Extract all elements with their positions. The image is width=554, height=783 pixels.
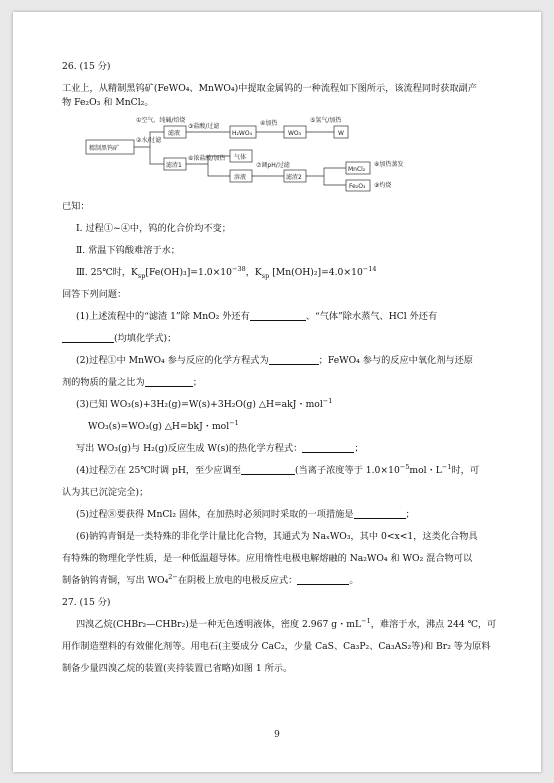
known-item-1: Ⅰ. 过程①~④中，钨的化合价均不变； xyxy=(76,223,231,234)
question-26-header: 26. (15 分) xyxy=(62,61,111,72)
flow-label-step8: ⑧加热蒸发 xyxy=(374,161,404,168)
flow-box-fe2o3: Fe₂O₃ xyxy=(349,183,366,190)
flow-box-residue2: 滤渣2 xyxy=(286,174,302,181)
known-item-2: Ⅱ. 常温下钨酸难溶于水； xyxy=(76,245,180,256)
answer-blank[interactable] xyxy=(269,354,319,365)
part-6-line1: (6)钠钨青铜是一类特殊的非化学计量比化合物，其通式为 NaₓWO₃，其中 0<x<1，这类化合物具 xyxy=(76,531,478,542)
answer-prompt: 回答下列问题： xyxy=(62,289,127,300)
part-1-line1: (1)上述流程中的“滤渣 1”除 MnO₂ 外还有 、“气体”除水蒸气、HCl 外还有 xyxy=(76,311,438,322)
question-27-header: 27. (15 分) xyxy=(62,597,111,608)
part-1-line2: (均填化学式)； xyxy=(62,332,508,346)
known-label: 已知： xyxy=(62,201,90,212)
q27-line2: 用作制造塑料的有效催化剂等。用电石(主要成分 CaC₂，少量 CaS、Ca₃P₂、Ca₃AS₂等)和 Br₂ 等为原料 xyxy=(62,641,491,652)
flow-label-step3: ③盐酸/过滤 xyxy=(188,123,220,130)
part-3-line3: 写出 WO₃(g)与 H₂(g)反应生成 W(s)的热化学方程式： ； xyxy=(76,443,364,454)
flow-box-h2wo4: H₂WO₄ xyxy=(232,130,252,137)
flow-box-gas: 气体 xyxy=(234,154,247,161)
answer-blank[interactable] xyxy=(250,310,306,321)
process-flow-diagram xyxy=(84,114,504,192)
flow-label-step7: ⑦调pH/过滤 xyxy=(256,162,290,169)
part-5-line: (5)过程⑧要获得 MnCl₂ 固体，在加热时必须同时采取的一项措施是 ； xyxy=(76,509,415,520)
flow-box-wo3: WO₃ xyxy=(288,130,302,137)
answer-blank[interactable] xyxy=(241,464,295,475)
answer-blank[interactable] xyxy=(145,376,193,387)
part-2-line2: 剂的物质的量之比为 ； xyxy=(62,377,202,388)
q27-line1: 四溴乙烷(CHBr₂—CHBr₂)是一种无色透明液体，密度 2.967 g・$mL^{-1}$，难溶于水，沸点 244 ℃，可 xyxy=(76,616,497,630)
flow-label-step6: ⑥浓盐酸/加热 xyxy=(188,155,226,162)
q27-line3: 制备少量四溴乙烷的装置(夹持装置已省略)如图 1 所示。 xyxy=(62,663,293,674)
answer-blank[interactable] xyxy=(297,574,349,585)
q26-intro-line1: 工业上，从精制黑钨矿(FeWO₄、MnWO₄)中提取金属钨的一种流程如下图所示，该流程同时获取副产 xyxy=(62,83,478,94)
flow-box-residue1: 滤渣1 xyxy=(166,162,182,169)
flow-box-w: W xyxy=(338,130,344,137)
flow-label-step12b: ②水/过滤 xyxy=(136,137,162,144)
part-2-line1: (2)过程①中 MnWO₄ 参与反应的化学方程式为 ；FeWO₄ 参与的反应中氧化剂与还原 xyxy=(76,355,473,366)
flow-label-step12: ①空气、纯碱/焙烧 xyxy=(136,117,186,124)
answer-blank[interactable] xyxy=(354,508,406,519)
answer-blank[interactable] xyxy=(62,332,114,343)
known-item-3: Ⅲ. 25℃时，$K_{sp}[Fe(OH)_3]=1.0\times 10^{-38}$，$K_{sp}$ $[Mn(OH)_2]=4.0\times 10^{-14}$ xyxy=(76,264,377,280)
answer-blank[interactable] xyxy=(302,442,354,453)
part-4-line1: (4)过程⑦在 25℃时调 pH，至少应调至 (当离子浓度等于 $1.0\times 10^{-5}mol$・$L^{-1}$时，可 xyxy=(76,462,480,476)
document-page xyxy=(13,12,541,772)
page-content xyxy=(62,60,508,676)
part-3-line2: WO₃(s)=WO₃(g) △H=bkJ・mol$^{-1}$ xyxy=(88,418,239,432)
part-4-line2: 认为其已沉淀完全)； xyxy=(62,487,149,498)
flow-label-step5: ⑤氢气/加热 xyxy=(310,117,342,124)
part-6-line3: 制备钠钨青铜，写出 WO₄$^{2-}$在阴极上放电的电极反应式： 。 xyxy=(62,572,359,586)
page-number: 9 xyxy=(274,730,280,740)
flow-label-step9: ⑨灼烧 xyxy=(374,182,392,189)
flow-box-solution: 溶液 xyxy=(234,174,247,181)
flow-box-mncl2: MnCl₂ xyxy=(348,166,366,173)
part-6-line2: 有特殊的物理化学性质，是一种低温超导体。应用惰性电极电解熔融的 Na₂WO₄ 和 WO₂ 混合物可以 xyxy=(62,553,473,564)
q26-intro-line2: 物 Fe₂O₃ 和 MnCl₂。 xyxy=(62,97,154,108)
part-3-line1: (3)已知 WO₃(s)+3H₂(g)=W(s)+3H₂O(g) △H=akJ・mol$^{-1}$ xyxy=(76,396,333,410)
flow-box-raw: 精制黑钨矿 xyxy=(89,145,120,152)
flow-box-filtrate: 滤液 xyxy=(168,130,181,137)
flow-label-step4: ④加热 xyxy=(260,120,278,127)
